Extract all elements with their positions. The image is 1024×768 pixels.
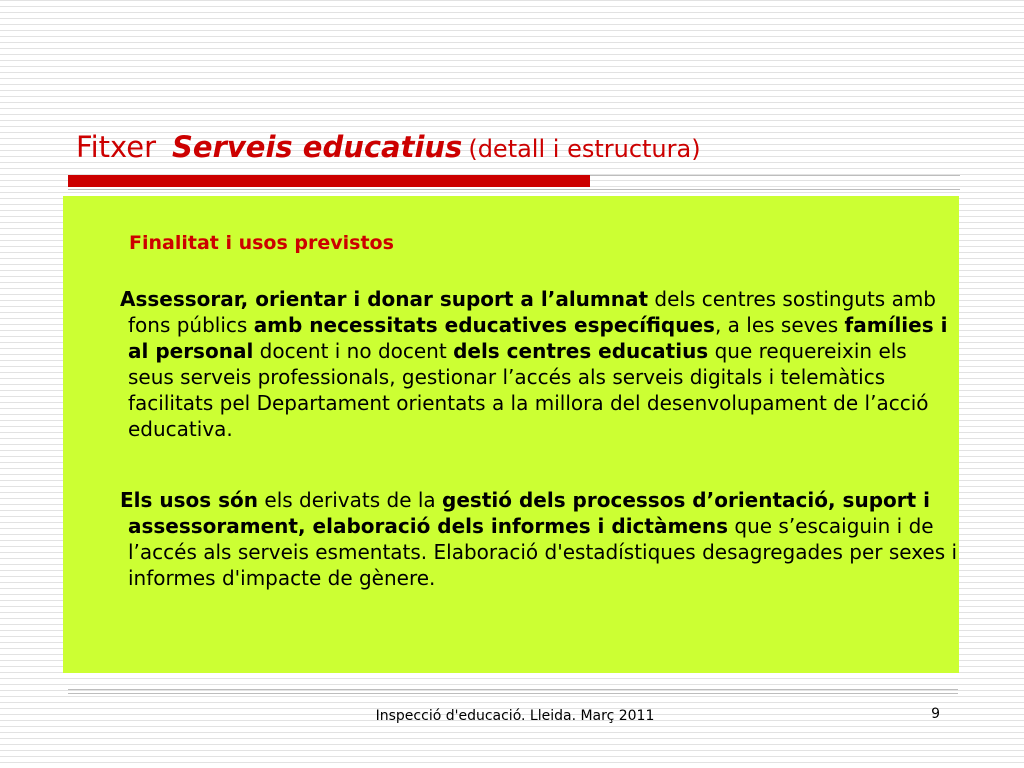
footer-text: Inspecció d'educació. Lleida. Març 2011 — [375, 708, 655, 724]
footer-divider-line-lower — [68, 693, 958, 694]
paragraph-purpose-segment: Assessorar, orientar i donar suport a l’alumnat — [120, 287, 649, 311]
paragraph-uses-segment: gestió dels processos d’orientació, suport i assessorament, elaboració dels informes i dictàmens — [128, 488, 930, 538]
title-underline-bar — [68, 175, 590, 187]
title-divider-line — [590, 175, 960, 176]
paragraph-uses-segment: Els usos són — [120, 488, 259, 512]
paragraph-purpose-segment: amb necessitats educatives específiques — [253, 313, 715, 337]
paragraph-purpose-segment: docent i no docent — [253, 339, 454, 363]
paragraph-purpose — [120, 286, 958, 442]
title-divider-line-lower — [68, 189, 960, 190]
section-heading: Finalitat i usos previstos — [129, 232, 394, 254]
paragraph-purpose-segment: dels centres sostinguts amb fons públics — [128, 287, 936, 337]
paragraph-purpose-segment: dels centres educatius — [453, 339, 709, 363]
paragraph-purpose-segment: famílies i al personal — [128, 313, 948, 363]
title-suffix: (detall i estructura) — [468, 135, 701, 163]
paragraph-purpose-segment: , a les seves — [714, 313, 845, 337]
paragraph-purpose-segment: que requereixin els seus serveis professionals, gestionar l’accés als serveis digitals i telemàtics facilitats pel Departament orientats a la millora del desenvolupament de l’acció educativa. — [128, 339, 929, 441]
page-number: 9 — [931, 706, 940, 722]
paragraph-uses — [120, 487, 958, 591]
title-main: Serveis educatius — [172, 130, 463, 164]
paragraph-uses-segment: els derivats de la — [258, 488, 443, 512]
title-prefix: Fitxer — [76, 130, 157, 164]
slide-title — [76, 130, 701, 164]
paragraph-uses-segment: que s’escaiguin i de l’accés als serveis esmentats. Elaboració d'estadístiques desagregades per sexes i informes d'impacte de gènere. — [128, 514, 958, 590]
footer-divider-line — [68, 689, 958, 690]
